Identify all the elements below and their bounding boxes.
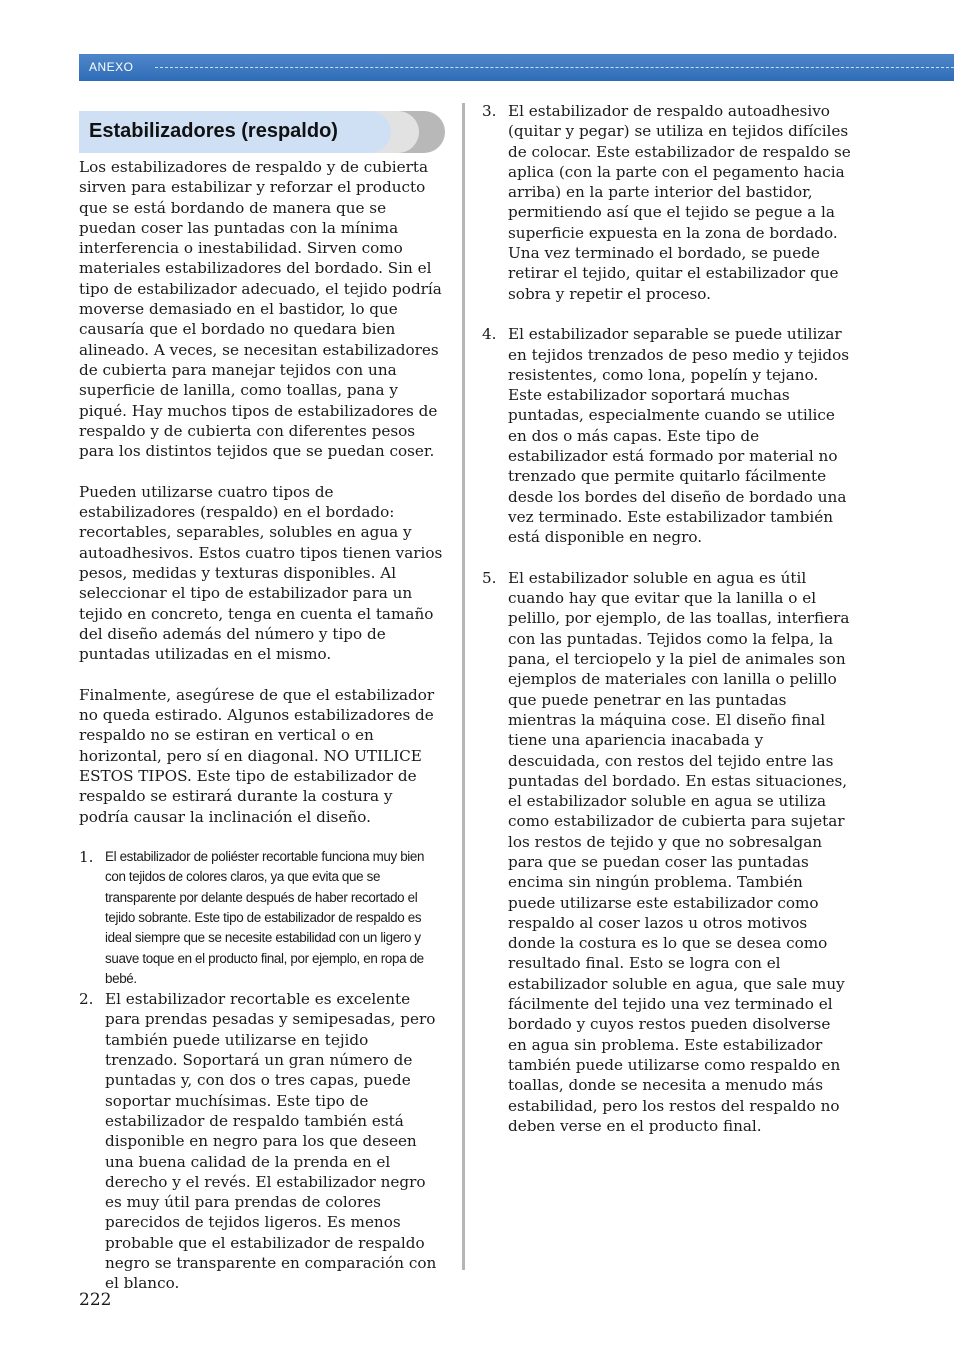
header-dashed-rule bbox=[155, 67, 954, 68]
section-label: ANEXO bbox=[89, 60, 134, 74]
list-number: 2. bbox=[79, 990, 94, 1009]
header-band bbox=[79, 54, 954, 81]
intro-paragraph: Los estabilizadores de respaldo y de cubierta sirven para estabilizar y reforzar el producto que se está bordando de manera que se puedan coser las puntadas con la mínima interferencia o inestabilidad. Sirven como materiales estabilizadores del bordado. Sin el tipo de estabilizador adecuado, el tejido podría moverse demasiado en el bastidor, lo que causaría que el bordado no quedara bien alineado. A veces, se necesitan estabilizadores de cubierta para manejar tejidos con una superficie de lanilla, como toallas, pana y piqué. Hay muchos tipos de estabilizadores de respaldo y de cubierta con diferentes pesos para los distintos tejidos que se puedan coser. bbox=[79, 158, 442, 461]
list-text: El estabilizador de respaldo autoadhesivo (quitar y pegar) se utiliza en tejidos difíciles de colocar. Este estabilizador de respaldo se aplica (con la parte con el pegamento hacia arriba) en la parte interior del bastidor, permitiendo así que el tejido se pegue a la superficie expuesta en la zona de bordado. Una vez terminado el bordado, se puede retirar el tejido, quitar el estabilizador que sobra y repetir el proceso. bbox=[508, 102, 851, 303]
list-number: 5. bbox=[482, 568, 497, 587]
types-paragraph: Pueden utilizarse cuatro tipos de estabilizadores (respaldo) en el bordado: recortables, separables, solubles en agua y autoadhesivos. Estos cuatro tipos tienen varios pesos, medidas y texturas disponibles. Al seleccionar el tipo de estabilizador para un tejido en concreto, tenga en cuenta el tamaño del diseño además del número y tipo de puntadas utilizadas en el mismo. bbox=[79, 482, 443, 664]
list-number: 1. bbox=[79, 848, 94, 867]
left-column bbox=[79, 157, 445, 1294]
title-box bbox=[79, 111, 391, 153]
right-column bbox=[482, 101, 852, 1136]
list-text: El estabilizador de poliéster recortable funciona muy bien con tejidos de colores claros, ya que evita que se transparente por delante después de haber recortado el tejido sobrante. Este tipo de estabilizador de respaldo es ideal siempre que se necesite estabilidad con un ligero y suave toque en el producto final, por ejemplo, en ropa de bebé. bbox=[105, 849, 425, 986]
list-number: 4. bbox=[482, 325, 497, 344]
column-divider bbox=[462, 103, 465, 1270]
list-item-4 bbox=[482, 324, 852, 547]
list-number: 3. bbox=[482, 102, 497, 120]
page-number: 222 bbox=[79, 1290, 112, 1310]
list-item-3 bbox=[482, 101, 852, 304]
section-title: Estabilizadores (respaldo) bbox=[89, 120, 338, 142]
stretch-paragraph: Finalmente, asegúrese de que el estabilizador no queda estirado. Algunos estabilizadores de respaldo no se estiran en vertical o en horizontal, pero sí en diagonal. NO UTILICE ESTOS TIPOS. Este tipo de estabilizador de respaldo se estirará durante la costura y podría causar la inclinación el diseño. bbox=[79, 685, 435, 826]
list-text: El estabilizador recortable es excelente para prendas pesadas y semipesadas, pero también puede utilizarse en tejido trenzado. Soportará un gran número de puntadas y, con dos o tres capas, puede soportar muchísimas. Este tipo de estabilizador de respaldo también está disponible en negro para los que deseen una buena calidad de la prenda en el derecho y el revés. El estabilizador negro es muy útil para prendas de colores parecidos de tejidos ligeros. Es menos probable que el estabilizador de respaldo negro se transparente en comparación con el blanco. bbox=[105, 990, 437, 1293]
list-text: El estabilizador soluble en agua es útil cuando hay que evitar que la lanilla o el pelillo, por ejemplo, de las toallas, interfiera con las puntadas. Tejidos como la felpa, la pana, el terciopelo y la piel de animales son ejemplos de materiales con lanilla o pelillo que puede penetrar en las puntadas mientras la máquina cose. El diseño final tiene una apariencia inacabada y descuidada, con restos del tejido entre las puntadas del bordado. En estas situaciones, el estabilizador soluble en agua se utiliza como estabilizador de cubierta para sujetar los restos de tejido y que no sobresalgan para que se puedan coser las puntadas encima sin ningún problema. También puede utilizarse este estabilizador como respaldo al coser lazos u otros motivos donde la costura es lo que se desea como resultado final. Esto se logra con el estabilizador soluble en agua, que sale muy fácilmente del tejido una vez terminado el bordado y cuyos restos pueden disolverse en agua sin problema. Este estabilizador también puede utilizarse como respaldo en toallas, donde se necesita a menudo más estabilidad, pero los restos del respaldo no deben verse en el producto final. bbox=[508, 568, 850, 1135]
section-title-block bbox=[79, 110, 445, 154]
list-item-1 bbox=[79, 847, 445, 989]
list-item-2 bbox=[79, 989, 445, 1293]
list-text: El estabilizador separable se puede utilizar en tejidos trenzados de peso medio y tejidos resistentes, como lona, popelín y tejano. Este estabilizador soportará muchas puntadas, especialmente cuando se utilice en dos o más capas. Este tipo de estabilizador está formado por material no trenzado que permite quitarlo fácilmente desde los bordes del diseño de bordado una vez terminado. Este estabilizador también está disponible en negro. bbox=[508, 325, 850, 547]
list-item-5 bbox=[482, 568, 852, 1136]
